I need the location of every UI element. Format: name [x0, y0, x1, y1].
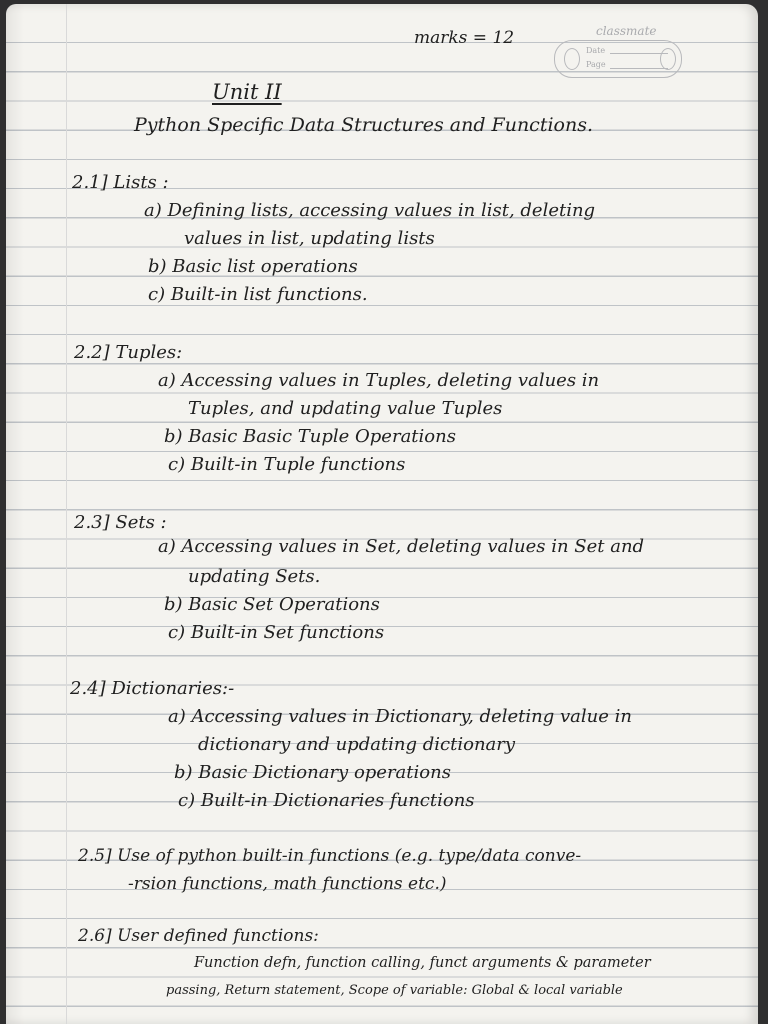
section-heading-tuples: 2.2] Tuples: [74, 342, 183, 363]
list-item: passing, Return statement, Scope of variable: Global & local variable [166, 983, 623, 998]
marks-text: marks = 12 [414, 28, 515, 48]
list-item: c) Built-in Set functions [168, 622, 385, 643]
subtitle: Python Specific Data Structures and Functions. [134, 114, 594, 136]
classmate-stamp [548, 22, 698, 84]
date-label: Date [586, 46, 606, 55]
stamp-ornament-left [564, 48, 580, 70]
brand-logo: classmate [596, 24, 657, 38]
list-item: a) Accessing values in Dictionary, deleting value in [168, 706, 632, 727]
margin-line [66, 4, 67, 1024]
list-item: b) Basic Basic Tuple Operations [164, 426, 456, 447]
list-item: c) Built-in Tuple functions [168, 454, 406, 475]
section-heading-sets: 2.3] Sets : [74, 512, 167, 533]
list-item: a) Defining lists, accessing values in list, deleting [144, 200, 596, 221]
list-item: b) Basic Set Operations [164, 594, 380, 615]
list-item: Tuples, and updating value Tuples [188, 398, 503, 419]
list-item: values in list, updating lists [184, 228, 435, 249]
list-item: c) Built-in Dictionaries functions [178, 790, 475, 811]
page-label: Page [586, 60, 606, 69]
stamp-ornament-right [660, 48, 676, 70]
date-line [610, 53, 668, 54]
list-item: updating Sets. [188, 566, 321, 587]
unit-title: Unit II [212, 80, 282, 104]
list-item: b) Basic list operations [148, 256, 358, 277]
list-item: a) Accessing values in Set, deleting values in Set and [158, 536, 645, 557]
page-line [610, 68, 668, 69]
section-heading-lists: 2.1] Lists : [72, 172, 169, 193]
list-item: b) Basic Dictionary operations [174, 762, 451, 783]
section-heading-builtin: 2.5] Use of python built-in functions (e.g. type/data conve- [78, 846, 582, 866]
section-heading-user-defined: 2.6] User defined functions: [78, 926, 319, 946]
list-item: -rsion functions, math functions etc.) [128, 874, 447, 894]
notebook-page [6, 4, 758, 1024]
list-item: Function defn, function calling, funct arguments & parameter [194, 955, 651, 971]
list-item: c) Built-in list functions. [148, 284, 368, 305]
section-heading-dictionaries: 2.4] Dictionaries:- [70, 678, 235, 699]
list-item: a) Accessing values in Tuples, deleting values in [158, 370, 600, 391]
list-item: dictionary and updating dictionary [198, 734, 516, 755]
